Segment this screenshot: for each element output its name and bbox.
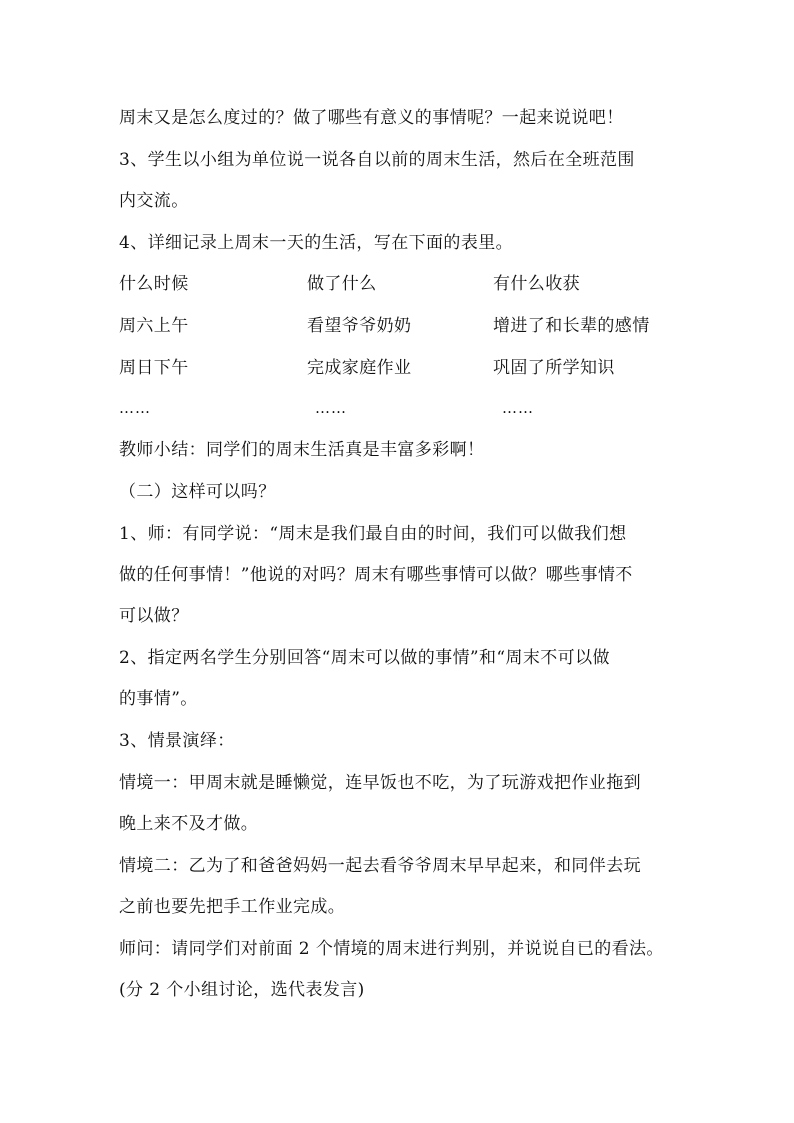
table-cell: 巩固了所学知识 bbox=[493, 358, 615, 378]
paragraph-line: 周末又是怎么度过的？做了哪些有意义的事情呢？一起来说说吧！ bbox=[119, 108, 624, 128]
table-header-cell: 有什么收获 bbox=[493, 274, 580, 294]
table-cell: 周六上午 bbox=[119, 316, 189, 336]
paragraph-line: 做的任何事情！”他说的对吗？周末有哪些事情可以做？哪些事情不 bbox=[119, 565, 633, 585]
paragraph-line: 师问：请同学们对前面 2 个情境的周末进行判别，并说说自已的看法。 bbox=[119, 939, 664, 959]
table-cell: 完成家庭作业 bbox=[307, 358, 412, 378]
paragraph-line: 4、详细记录上周末一天的生活，写在下面的表里。 bbox=[119, 233, 514, 253]
paragraph-line: (分 2 个小组讨论，选代表发言) bbox=[119, 980, 365, 1000]
paragraph-line: 情境二：乙为了和爸爸妈妈一起去看爷爷周末早早起来，和同伴去玩 bbox=[119, 856, 641, 876]
paragraph-line: 晚上来不及才做。 bbox=[119, 814, 259, 834]
section-heading: （二）这样可以吗？ bbox=[119, 482, 276, 502]
paragraph-line: 内交流。 bbox=[119, 191, 189, 211]
paragraph-line: 3、学生以小组为单位说一说各自以前的周末生活，然后在全班范围 bbox=[119, 150, 635, 170]
table-cell: …… bbox=[502, 399, 534, 417]
paragraph-line: 可以做？ bbox=[119, 606, 189, 626]
table-header-cell: 做了什么 bbox=[307, 274, 377, 294]
paragraph-line: 情境一：甲周末就是睡懒觉，连早饭也不吃，为了玩游戏把作业拖到 bbox=[119, 773, 641, 793]
paragraph-line: 之前也要先把手工作业完成。 bbox=[119, 897, 346, 917]
paragraph-line: 2、指定两名学生分别回答“周末可以做的事情”和“周末不可以做 bbox=[119, 648, 610, 668]
paragraph-line: 3、情景演绎： bbox=[119, 731, 235, 751]
table-cell: …… bbox=[315, 399, 347, 417]
table-cell: 增进了和长辈的感情 bbox=[493, 316, 650, 336]
table-cell: 看望爷爷奶奶 bbox=[307, 316, 412, 336]
paragraph-line: 教师小结：同学们的周末生活真是丰富多彩啊！ bbox=[119, 440, 485, 460]
paragraph-line: 1、师：有同学说：“周末是我们最自由的时间，我们可以做我们想 bbox=[119, 524, 627, 544]
table-header-cell: 什么时候 bbox=[119, 274, 189, 294]
table-cell: …… bbox=[119, 399, 151, 417]
table-cell: 周日下午 bbox=[119, 358, 189, 378]
paragraph-line: 的事情”。 bbox=[119, 689, 198, 709]
